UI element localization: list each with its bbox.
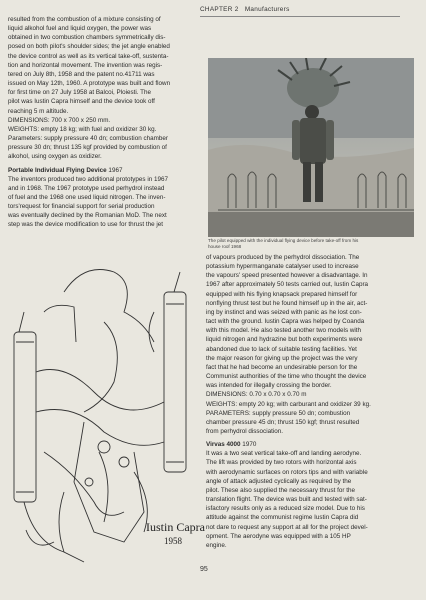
text-line: The lift was provided by two rotors with horizontal axis xyxy=(206,459,357,467)
text-line: ing by instinct and was seized with panic as he lost con- xyxy=(206,308,362,316)
page-number: 95 xyxy=(200,566,208,573)
text-line: tact with the ground. Iustin Capra was helped by Coanda xyxy=(206,318,365,326)
text-line: DIMENSIONS: 0.70 x 0.70 x 0.70 m xyxy=(206,391,307,399)
text-line: nonflying thrust test but he found himself up in the air, act- xyxy=(206,299,368,307)
left-text-block-b xyxy=(8,175,203,230)
left-column xyxy=(8,15,203,230)
text-line: of vapours produced by the perhydrol dissociation. The xyxy=(206,254,360,261)
text-line: abandoned due to lack of suitable testing facilities. Yet xyxy=(206,345,357,353)
text-line: Parameters: supply pressure 40 dn; combustion chamber xyxy=(8,135,168,143)
text-line: issued on May 12th, 1960. A prototype was built and flown xyxy=(8,80,171,88)
text-line: and in 1968. The 1967 prototype used perhydrol instead xyxy=(8,184,165,192)
text-line: translation flight. The device was built and tested with sat- xyxy=(206,496,367,504)
text-line: posed on both pilot's shoulder sides; the jet angle enabled xyxy=(8,43,170,51)
text-line: potassium hypermanganate catalyser used to increase xyxy=(206,263,359,271)
text-line: liquid nitrogen and hydrazine but both experiments were xyxy=(206,336,363,344)
text-line: resulted from the combustion of a mixture consisting of xyxy=(8,16,161,23)
text-line: the major reason for giving up the project was the very xyxy=(206,354,358,362)
chapter-label: CHAPTER 2 xyxy=(200,6,239,13)
text-line: was intended for illegally crossing the border. xyxy=(206,382,332,390)
pilot-photo-image xyxy=(208,58,414,237)
section-heading xyxy=(206,440,418,449)
section-heading-title: Portable Individual Flying Device xyxy=(8,166,107,174)
caption-line: The pilot equipped with the individual flying device before take-off from his xyxy=(208,238,359,243)
text-line: PARAMETERS: supply pressure 50 dn; combustion xyxy=(206,409,351,417)
text-line: chamber pressure 45 dn; thrust 150 kgf; thrust resulted xyxy=(206,418,360,426)
text-line: DIMENSIONS: 700 x 700 x 250 mm. xyxy=(8,116,111,124)
drawing-signature-name: Iustin Capra xyxy=(146,520,205,534)
photo-caption xyxy=(208,238,414,250)
text-line: liquid alkohol fuel and liquid oxygen, the power was xyxy=(8,25,152,33)
text-line: the vapours' speed presented however a disadvantage. In xyxy=(206,272,368,280)
text-line: the device control as well as its vertical take-off, sustenta- xyxy=(8,52,169,60)
text-line: from perhydrol dissociation. xyxy=(206,427,283,435)
right-text-block-b xyxy=(206,449,418,550)
text-line: angle of attack adjusted cyclically as required by the xyxy=(206,477,352,485)
text-line: 1967 after approximately 50 tests carried out, Iustin Capra xyxy=(206,281,369,289)
right-text-block-a xyxy=(206,253,418,436)
left-text-block-a xyxy=(8,15,203,162)
text-line: Communist authorities of the time who thought the device xyxy=(206,373,367,381)
text-line: tion and horizontal movement. The invention was regis- xyxy=(8,61,163,69)
text-line: opment. The aerodyne was equipped with a 105 HP xyxy=(206,532,351,540)
right-column xyxy=(206,253,418,550)
text-line: pilot was Iustin Capra himself and the device took off xyxy=(8,98,155,106)
text-line: pilot. These also supplied the necessary thrust for the xyxy=(206,486,355,494)
text-line: step was the device modification to use for thrust the jet xyxy=(8,221,164,229)
text-line: tered on July 8th, 1958 and the patent no.41711 was xyxy=(8,70,155,78)
drawing-signature-year: 1958 xyxy=(164,536,182,546)
text-line: engine. xyxy=(206,541,227,549)
text-line: WEIGHTS: empty 20 kg; with carburant and oxidizer 39 kg. xyxy=(206,400,371,408)
text-line: isfactory results only as a reduced size model. Due to his xyxy=(206,505,365,513)
text-line: tors'request for financial support for serial production xyxy=(8,203,155,211)
text-line: It was a two seat vertical take-off and landing aerodyne. xyxy=(206,450,362,458)
text-line: reaching 5 m altitude. xyxy=(8,107,69,115)
text-line: WEIGHTS: empty 18 kg; with fuel and oxidizer 30 kg. xyxy=(8,125,157,133)
text-line: was eventually declined by the Romanian MoD. The next xyxy=(8,212,167,220)
text-line: obtained in two combustion chambers symmetrically dis- xyxy=(8,34,166,42)
text-line: fact that he had become an undesirable person for the xyxy=(206,363,358,371)
text-line: pressure 30 dn; thrust 135 kgf provided by combustion of xyxy=(8,144,167,152)
text-line: attitude against the communist regime Iustin Capra did xyxy=(206,514,359,522)
caption-line: house roof 1968 xyxy=(208,244,242,249)
text-line: equipped with his flying knapsack prepared himself for xyxy=(206,290,358,298)
text-line: with aerodynamic surfaces on rotors tips and with variable xyxy=(206,468,368,476)
pilot-rooftop-photo xyxy=(208,58,414,237)
section-heading xyxy=(8,166,203,175)
text-line: of fuel and the 1968 one used liquid nitrogen. The inven- xyxy=(8,193,166,201)
text-line: with this model. He also tested another two models with xyxy=(206,327,362,335)
text-line: The inventors produced two additional prototypes in 1967 xyxy=(8,175,168,183)
text-line: alkohol, using oxygen as oxidizer. xyxy=(8,153,102,161)
text-line: for first time on 27 July 1958 at Balcoi, Ploiesti. The xyxy=(8,89,152,97)
running-header xyxy=(200,6,400,17)
section-heading-title: Virvas 4000 xyxy=(206,441,241,449)
chapter-title: Manufacturers xyxy=(244,6,290,13)
section-heading-year: 1967 xyxy=(106,166,123,174)
section-heading-year: 1970 xyxy=(240,441,257,449)
text-line: not dare to request any support at all for the project devel- xyxy=(206,523,368,531)
